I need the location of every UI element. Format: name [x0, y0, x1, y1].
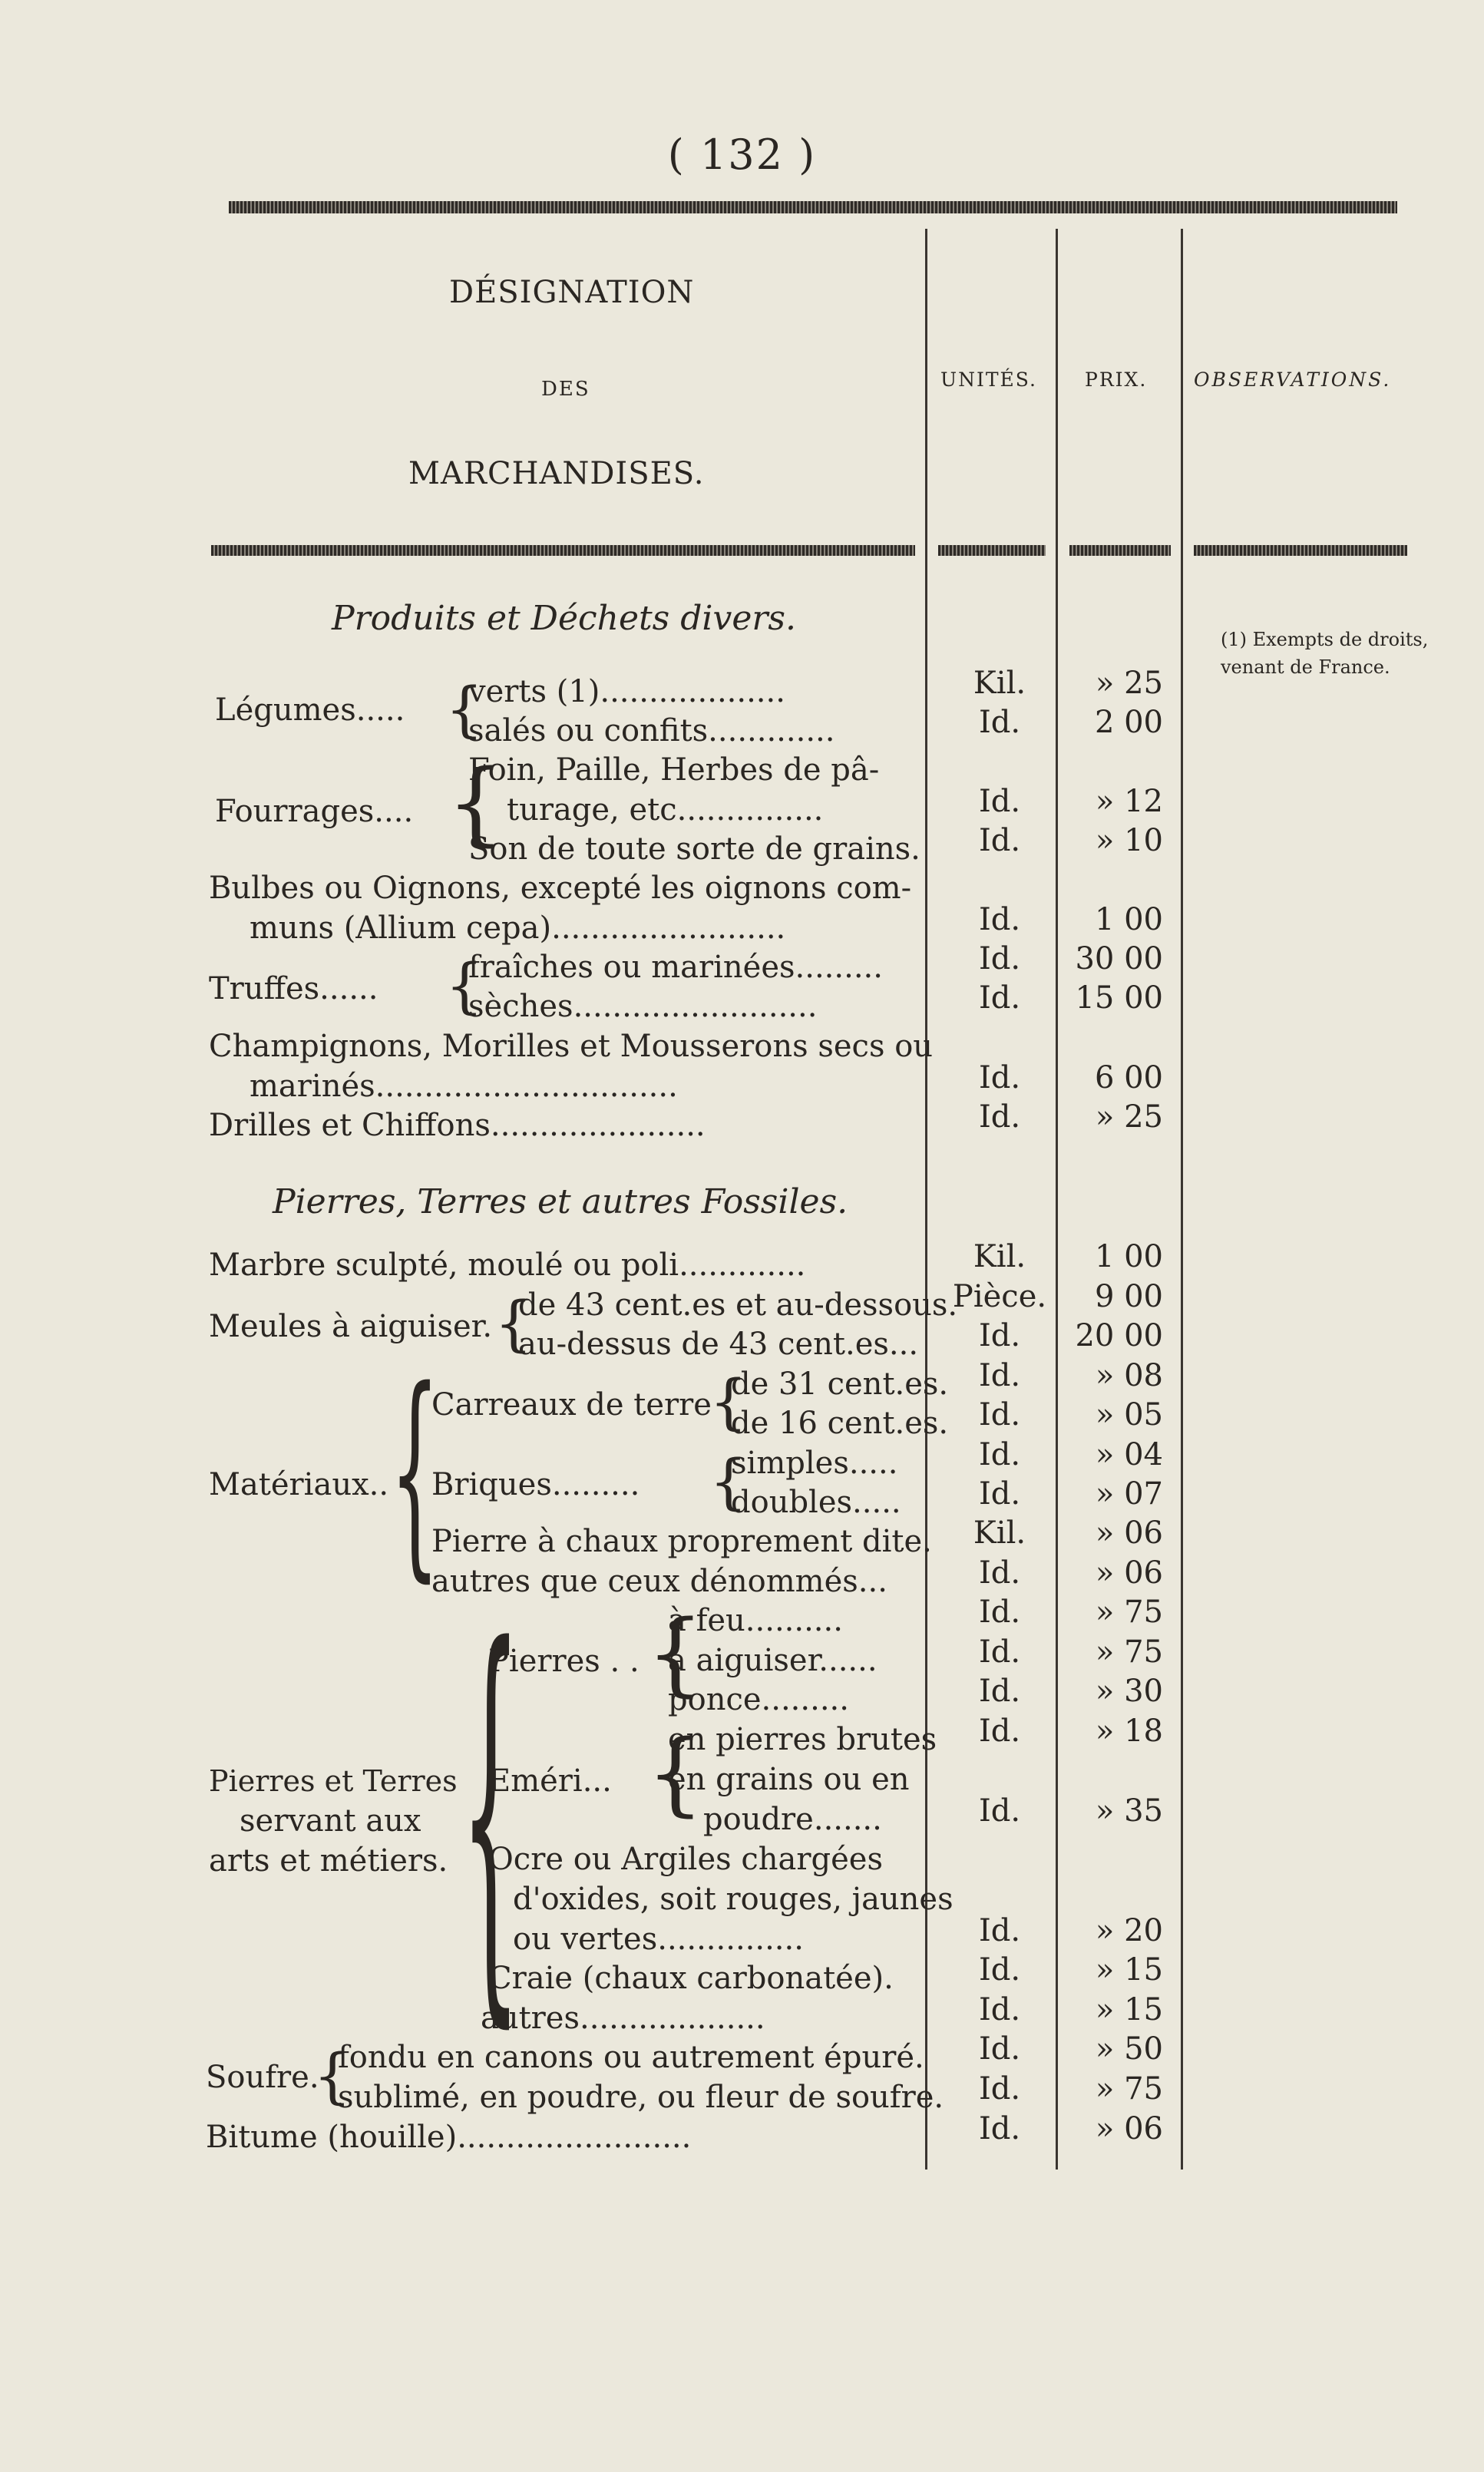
- header-rule-unites: [938, 545, 1046, 556]
- brace-meules: {: [494, 1290, 533, 1359]
- row-text: à aiguiser......: [668, 1643, 878, 1678]
- row-unit: Id.: [978, 1318, 1021, 1353]
- column-divider-1: [925, 229, 927, 2170]
- section-pierres: Pierres, Terres et autres Fossiles.: [273, 1182, 848, 1221]
- row-unit: Id.: [978, 1060, 1021, 1096]
- brace-emeri: {: [646, 1720, 705, 1826]
- observation-note: (1) Exempts de droits, venant de France.: [1221, 629, 1429, 678]
- row-price: 15 00: [1075, 980, 1163, 1016]
- brace-soufre: {: [313, 2042, 352, 2111]
- row-unit: Id.: [978, 705, 1021, 740]
- row-price: » 18: [1095, 1714, 1163, 1749]
- row-text: ou vertes...............: [513, 1922, 804, 1957]
- brace-briques: {: [709, 1448, 748, 1517]
- row-unit: Id.: [978, 1952, 1021, 1988]
- row-unit: Id.: [978, 1595, 1021, 1630]
- row-price: » 05: [1095, 1397, 1163, 1433]
- label-materiaux: Matériaux..: [209, 1467, 389, 1502]
- header-rule-designation: [211, 545, 915, 556]
- row-price: » 15: [1095, 1952, 1163, 1988]
- row-text: Ocre ou Argiles chargées: [488, 1842, 883, 1877]
- column-divider-3: [1181, 229, 1183, 2170]
- row-text: poudre.......: [703, 1802, 882, 1837]
- row-price: » 12: [1095, 784, 1163, 819]
- row-text: en grains ou en: [668, 1762, 910, 1797]
- row-unit: Id.: [978, 1674, 1021, 1709]
- row-price: 1 00: [1094, 1239, 1163, 1274]
- row-price: 6 00: [1094, 1060, 1163, 1096]
- row-text: Champignons, Morilles et Mousserons secs ou: [209, 1029, 934, 1064]
- label-truffes: Truffes......: [209, 971, 378, 1006]
- section-produits: Produits et Déchets divers.: [332, 599, 796, 638]
- header-unites: UNITÉS.: [940, 368, 1037, 391]
- row-unit: Id.: [978, 1555, 1021, 1591]
- label-pierres-sub: Pierres . .: [488, 1644, 640, 1679]
- row-text: en pierres brutes: [668, 1722, 937, 1757]
- row-price: » 07: [1095, 1476, 1163, 1512]
- row-price: » 50: [1095, 2031, 1163, 2067]
- row-text: Pierre à chaux proprement dite.: [431, 1524, 932, 1559]
- row-price: » 75: [1095, 1595, 1163, 1630]
- row-text: d'oxides, soit rouges, jaunes: [513, 1882, 954, 1917]
- row-text: autres...................: [481, 2001, 765, 2036]
- row-text: sublimé, en poudre, ou fleur de soufre.: [338, 2080, 944, 2115]
- row-price: » 06: [1095, 2111, 1163, 2146]
- row-price: » 35: [1095, 1793, 1163, 1829]
- row-price: » 75: [1095, 1634, 1163, 1670]
- column-divider-2: [1056, 229, 1058, 2170]
- row-price: 1 00: [1094, 902, 1163, 937]
- header-observations: OBSERVATIONS.: [1194, 368, 1392, 391]
- header-rule-prix: [1069, 545, 1171, 556]
- row-text: Craie (chaux carbonatée).: [488, 1961, 894, 1996]
- row-text: turage, etc...............: [507, 792, 824, 828]
- brace-materiaux: {: [390, 1343, 440, 1601]
- brace-fourrages: {: [447, 749, 505, 855]
- row-unit: Id.: [978, 1358, 1021, 1393]
- label-meules: Meules à aiguiser.: [209, 1309, 493, 1344]
- row-text: autres que ceux dénommés...: [431, 1564, 887, 1599]
- row-text: au-dessus de 43 cent.es...: [518, 1327, 919, 1362]
- row-unit: Id.: [978, 2111, 1021, 2146]
- row-unit: Pièce.: [952, 1279, 1047, 1314]
- row-price: » 08: [1095, 1358, 1163, 1393]
- row-text: doubles.....: [731, 1485, 901, 1520]
- label-emeri: Eméri...: [488, 1763, 612, 1799]
- label-pierres-et-terres: Pierres et Terres: [209, 1764, 458, 1798]
- row-unit: Id.: [978, 902, 1021, 937]
- row-price: » 20: [1095, 1913, 1163, 1948]
- row-unit: Kil.: [973, 1239, 1026, 1274]
- row-text: muns (Allium cepa)........................: [250, 910, 786, 946]
- row-text: Bitume (houille)........................: [206, 2120, 692, 2155]
- row-unit: Id.: [978, 1793, 1021, 1829]
- row-price: » 04: [1095, 1437, 1163, 1472]
- header-rule-observations: [1194, 545, 1407, 556]
- page-number: ( 132 ): [667, 131, 817, 179]
- row-text: sèches.........................: [468, 989, 818, 1024]
- row-unit: Id.: [978, 1437, 1021, 1472]
- header-designation: DÉSIGNATION: [449, 275, 695, 310]
- label-fourrages: Fourrages....: [215, 794, 414, 829]
- row-text: ponce.........: [668, 1682, 849, 1717]
- label-legumes: Légumes.....: [215, 692, 405, 728]
- brace-legumes: {: [445, 676, 484, 745]
- row-price: 20 00: [1075, 1318, 1163, 1353]
- row-unit: Id.: [978, 823, 1021, 858]
- row-price: » 30: [1095, 1674, 1163, 1709]
- header-des: DES: [541, 378, 590, 401]
- row-price: » 06: [1095, 1555, 1163, 1591]
- row-unit: Id.: [978, 1714, 1021, 1749]
- label-servant-aux: servant aux: [240, 1803, 421, 1839]
- row-unit: Id.: [978, 1099, 1021, 1135]
- row-unit: Id.: [978, 1397, 1021, 1433]
- row-price: » 06: [1095, 1515, 1163, 1551]
- row-price: 30 00: [1075, 941, 1163, 977]
- brace-pierres-et-terres: {: [461, 1562, 521, 2062]
- row-unit: Id.: [978, 941, 1021, 977]
- row-text: marinés...............................: [250, 1069, 678, 1104]
- row-unit: Id.: [978, 784, 1021, 819]
- row-text: fondu en canons ou autrement épuré.: [338, 2040, 924, 2075]
- row-text: de 16 cent.es.: [731, 1406, 949, 1441]
- row-text: Marbre sculpté, moulé ou poli.............: [209, 1248, 806, 1283]
- brace-truffes: {: [445, 952, 484, 1021]
- row-unit: Id.: [978, 1913, 1021, 1948]
- header-prix: PRIX.: [1085, 368, 1148, 391]
- label-soufre: Soufre.: [206, 2060, 319, 2095]
- row-text: à feu..........: [668, 1603, 843, 1638]
- row-text: salés ou confits.............: [468, 713, 835, 749]
- label-arts-metiers: arts et métiers.: [209, 1843, 448, 1879]
- row-price: » 15: [1095, 1992, 1163, 2028]
- row-text: de 31 cent.es.: [731, 1367, 949, 1402]
- row-unit: Id.: [978, 1476, 1021, 1512]
- row-unit: Kil.: [973, 666, 1026, 701]
- row-unit: Id.: [978, 2071, 1021, 2107]
- row-price: » 25: [1095, 1099, 1163, 1135]
- row-text: Foin, Paille, Herbes de pâ-: [468, 752, 880, 788]
- row-price: » 10: [1095, 823, 1163, 858]
- row-text: verts (1)...................: [468, 674, 785, 709]
- row-text: simples.....: [731, 1446, 898, 1481]
- row-unit: Id.: [978, 980, 1021, 1016]
- brace-pierres-sub: {: [646, 1600, 705, 1706]
- row-unit: Id.: [978, 2031, 1021, 2067]
- row-text: fraîches ou marinées.........: [468, 950, 883, 985]
- header-marchandises: MARCHANDISES.: [408, 456, 705, 491]
- row-text: de 43 cent.es et au-dessous.: [518, 1287, 958, 1323]
- brace-carreaux: {: [709, 1368, 748, 1437]
- row-unit: Id.: [978, 1992, 1021, 2028]
- top-rule: [229, 201, 1397, 213]
- row-price: 2 00: [1094, 705, 1163, 740]
- row-text: Bulbes ou Oignons, excepté les oignons com-: [209, 871, 912, 906]
- row-unit: Kil.: [973, 1515, 1026, 1551]
- label-briques: Briques.........: [431, 1467, 640, 1502]
- row-unit: Id.: [978, 1634, 1021, 1670]
- label-carreaux: Carreaux de terre: [431, 1387, 712, 1423]
- row-price: » 25: [1095, 666, 1163, 701]
- row-price: » 75: [1095, 2071, 1163, 2107]
- row-price: 9 00: [1094, 1279, 1163, 1314]
- row-text: Son de toute sorte de grains.: [468, 831, 920, 867]
- row-text: Drilles et Chiffons......................: [209, 1108, 706, 1143]
